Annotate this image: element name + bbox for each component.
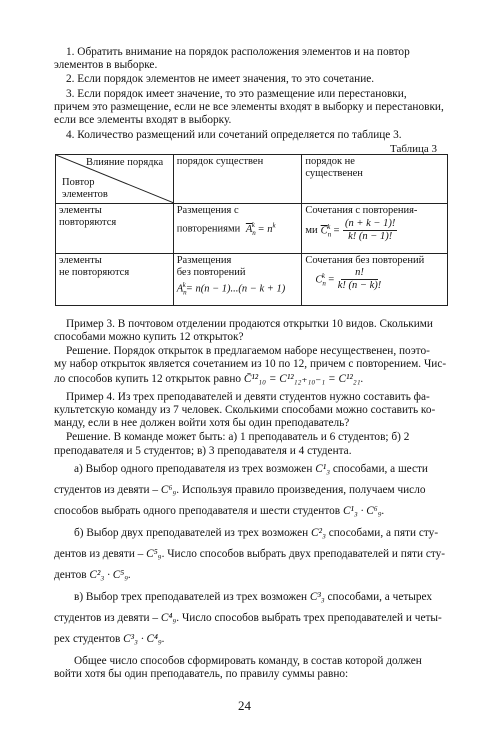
table-row-repeat [56, 204, 448, 254]
corner-top-label: Влияние порядка [86, 157, 164, 168]
list-item-2-line1: 2. Если порядок элементов не имеет значения, то это сочетание. [66, 73, 375, 85]
case-c-line3: рех студентов C³₃ · C⁴₉. [54, 633, 165, 645]
solution4-line1: Решение. В команде может быть: а) 1 преподаватель и 6 студентов; б) 2 [66, 431, 410, 443]
list-item-3-line1: 3. Если порядок имеет значение, то это размещение или перестановки, [66, 88, 407, 100]
case-a-line1: а) Выбор одного преподавателя из трех возможен C¹₃ способами, а шести [74, 463, 428, 475]
solution3-line2: му набор открыток является сочетанием из 10 по 12, причем с повторением. Чис- [54, 358, 447, 370]
case-b-line1: б) Выбор двух преподавателей из трех возможен C²₃ способами, а пяти сту- [74, 527, 439, 539]
table-header-row [56, 155, 448, 204]
solution4-line2: преподавателя и 5 студентов; в) 3 преподавателя и 4 студента. [54, 445, 352, 457]
table-row-no-repeat [56, 254, 448, 306]
cell-combinations-with-repetition: Сочетания с повторения- ми $\overline{C}_n^k$ = $\frac{(n + k - 1)!}{k! (n - 1)!}$ [302, 204, 448, 254]
list-item-3-line3: если все элементы входят в выборку. [54, 114, 232, 126]
conclusion-line1: Общее число способов сформировать команду, в состав которой должен [74, 655, 422, 667]
list-item-3-line2: причем это размещение, если не все элементы входят в выборку и перестановки, [54, 101, 444, 113]
table-col-header-unordered: порядок не существенен [302, 155, 448, 204]
case-b-line2: дентов из девяти – C⁵₉. Число способов выбрать двух преподавателей и пяти сту- [54, 548, 446, 560]
example4-line1: Пример 4. Из трех преподавателей и девяти студентов нужно составить фа- [66, 391, 430, 403]
page-number: 24 [238, 698, 251, 713]
case-a-line3: способов выбрать одного преподавателя и шести студентов C¹₃ · C⁶₉. [54, 505, 385, 517]
example4-line3: манду, если в нее должен войти хотя бы один преподаватель? [54, 417, 350, 429]
combinatorics-table [55, 154, 448, 306]
list-item-1-line1: 1. Обратить внимание на порядок расположения элементов и на повтор [66, 46, 410, 58]
case-c-line1: в) Выбор трех преподавателей из трех возможен C³₃ способами, а четырех [74, 591, 433, 603]
formula-ex3: C̄¹²₁₀ = C¹²₁₂₊₁₀₋₁ = C¹²₂₁. [243, 373, 364, 385]
table-caption: Таблица 3 [390, 143, 438, 155]
case-c-line2: студентов из девяти – C⁴₉. Число способов выбрать трех преподавателей и четы- [54, 612, 442, 624]
cell-arrangements-without-repetition: Размещения без повторений $A_n^k= n(n - 1)...(n - k + 1)$ [173, 254, 302, 306]
table-col-header-ordered: порядок существен [173, 155, 302, 204]
cell-arrangements-with-repetition: Размещения с повторениями $\overline{A}_n^k = n^k$ [173, 204, 302, 254]
example3-line2: способами можно купить 12 открыток? [54, 331, 244, 343]
row-header-no-repeat: элементы не повторяются [56, 254, 174, 306]
cell-combinations-without-repetition: Сочетания без повторений $C_n^k$ = $\frac{n!}{k! (n - k)!}$ [302, 254, 448, 306]
case-a-line2: студентов из девяти – C⁶₉. Используя правило произведения, получаем число [54, 484, 426, 496]
solution3-line1: Решение. Порядок открыток в предлагаемом наборе несущественен, поэто- [66, 345, 430, 357]
conclusion-line2: войти хотя бы один преподаватель, по правилу суммы равно: [54, 668, 349, 680]
example3-line1: Пример 3. В почтовом отделении продаются открытки 10 видов. Сколькими [66, 318, 433, 330]
corner-bottom-label-2: элементов [62, 189, 108, 200]
list-item-4-line1: 4. Количество размещений или сочетаний определяется по таблице 3. [66, 129, 402, 141]
solution3-line3: ло способов купить 12 открыток равно C̄¹²₁₀ = C¹²₁₂₊₁₀₋₁ = C¹²₂₁. [54, 373, 364, 385]
example4-line2: культетскую команду из 7 человек. Сколькими способами можно составить ко- [54, 404, 436, 416]
row-header-repeat: элементы повторяются [56, 204, 174, 254]
case-b-line3: дентов C²₃ · C⁵₉. [54, 569, 131, 581]
list-item-1-line2: элементов в выборке. [54, 59, 158, 71]
corner-bottom-label-1: Повтор [62, 177, 95, 188]
table-corner-cell [56, 155, 174, 204]
